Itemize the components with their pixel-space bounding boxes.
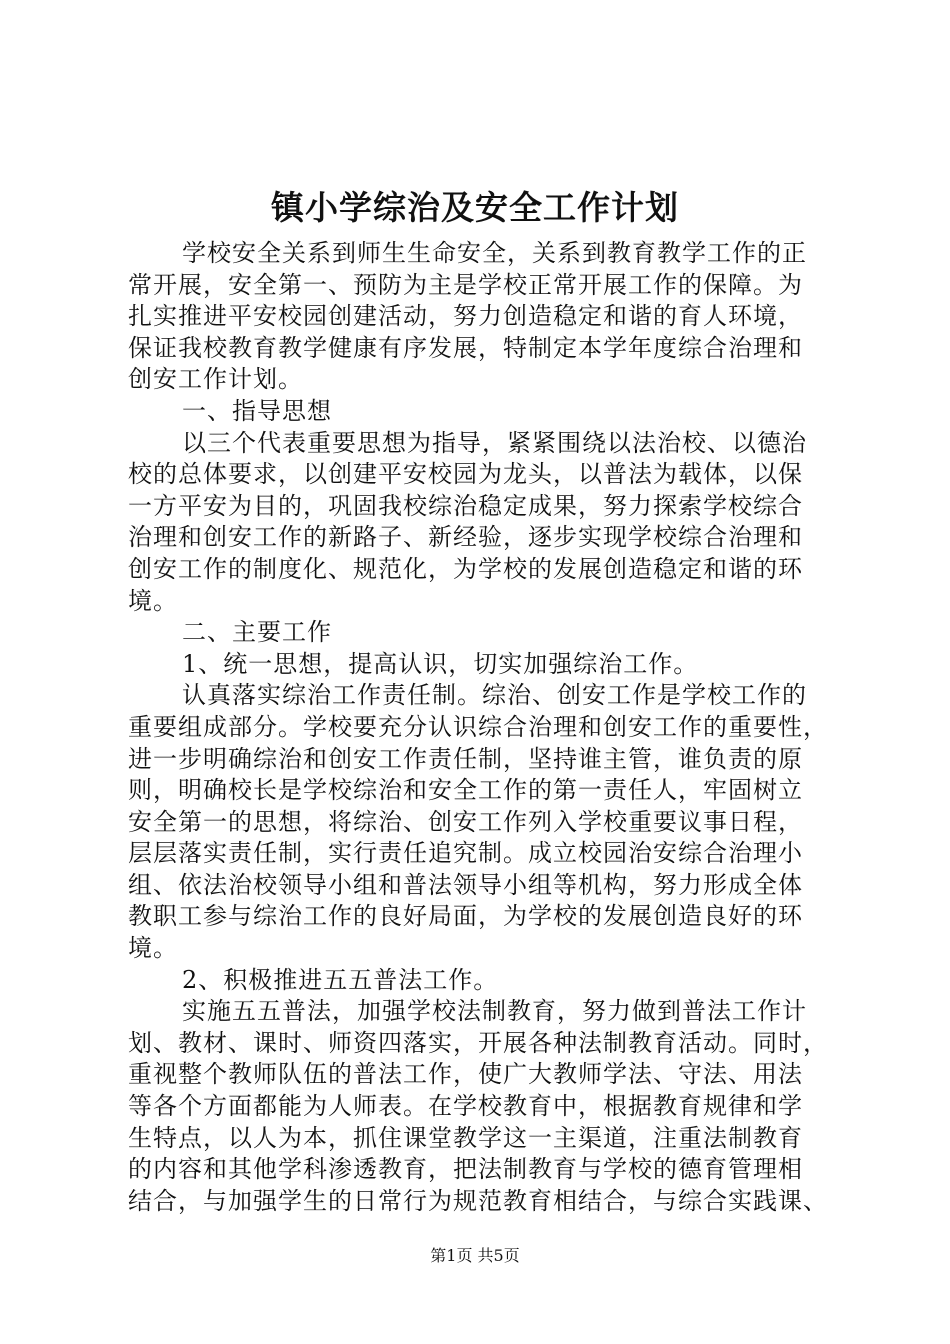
- body-line: 一方平安为目的，巩固我校综治稳定成果，努力探索学校综合: [128, 491, 803, 520]
- body-line: 境。: [128, 586, 178, 615]
- body-line: 安全第一的思想，将综治、创安工作列入学校重要议事日程，: [128, 807, 803, 836]
- body-line: 生特点，以人为本，抓住课堂教学这一主渠道，注重法制教育: [128, 1123, 803, 1152]
- body-line: 组、依法治校领导小组和普法领导小组等机构，努力形成全体: [128, 870, 803, 899]
- body-line: 2、积极推进五五普法工作。: [182, 965, 499, 994]
- body-line: 学校安全关系到师生生命安全，关系到教育教学工作的正: [182, 239, 807, 267]
- body-line: 境。: [128, 934, 178, 963]
- body-line: 创安工作计划。: [128, 365, 303, 394]
- body-line: 创安工作的制度化、规范化，为学校的发展创造稳定和谐的环: [128, 554, 803, 583]
- document-title: 镇小学综治及安全工作计划: [271, 188, 679, 227]
- body-line: 教职工参与综治工作的良好局面，为学校的发展创造良好的环: [128, 902, 803, 931]
- body-line: 校的总体要求，以创建平安校园为龙头，以普法为载体，以保: [128, 460, 803, 489]
- body-line: 二、主要工作: [182, 618, 332, 647]
- body-line: 保证我校教育教学健康有序发展，特制定本学年度综合治理和: [128, 333, 803, 362]
- body-line: 常开展，安全第一、预防为主是学校正常开展工作的保障。为: [128, 270, 803, 299]
- body-line: 等各个方面都能为人师表。在学校教育中，根据教育规律和学: [128, 1092, 803, 1121]
- body-line: 的内容和其他学科渗透教育，把法制教育与学校的德育管理相: [128, 1155, 803, 1184]
- body-line: 一、指导思想: [182, 396, 332, 425]
- body-line: 进一步明确综治和创安工作责任制，坚持谁主管，谁负责的原: [128, 744, 803, 773]
- document-body: [128, 238, 828, 1217]
- body-line: 认真落实综治工作责任制。综治、创安工作是学校工作的: [182, 681, 807, 710]
- body-line: 1、统一思想，提高认识，切实加强综治工作。: [182, 649, 699, 678]
- body-line: 以三个代表重要思想为指导，紧紧围绕以法治校、以德治: [182, 428, 807, 457]
- body-line: 层层落实责任制，实行责任追究制。成立校园治安综合治理小: [128, 839, 803, 868]
- body-line: 实施五五普法，加强学校法制教育，努力做到普法工作计: [182, 997, 807, 1026]
- body-line: 则，明确校长是学校综治和安全工作的第一责任人，牢固树立: [128, 776, 803, 805]
- body-line: 重要组成部分。学校要充分认识综合治理和创安工作的重要性，: [128, 712, 828, 741]
- body-line: 结合，与加强学生的日常行为规范教育相结合，与综合实践课、: [128, 1186, 828, 1215]
- body-line: 扎实推进平安校园创建活动，努力创造稳定和谐的育人环境，: [128, 302, 803, 331]
- page-footer: 第1页 共5页: [430, 1246, 520, 1265]
- body-line: 治理和创安工作的新路子、新经验，逐步实现学校综合治理和: [128, 523, 803, 552]
- body-line: 重视整个教师队伍的普法工作，使广大教师学法、守法、用法: [128, 1060, 803, 1089]
- body-line: 划、教材、课时、师资四落实，开展各种法制教育活动。同时，: [128, 1028, 828, 1057]
